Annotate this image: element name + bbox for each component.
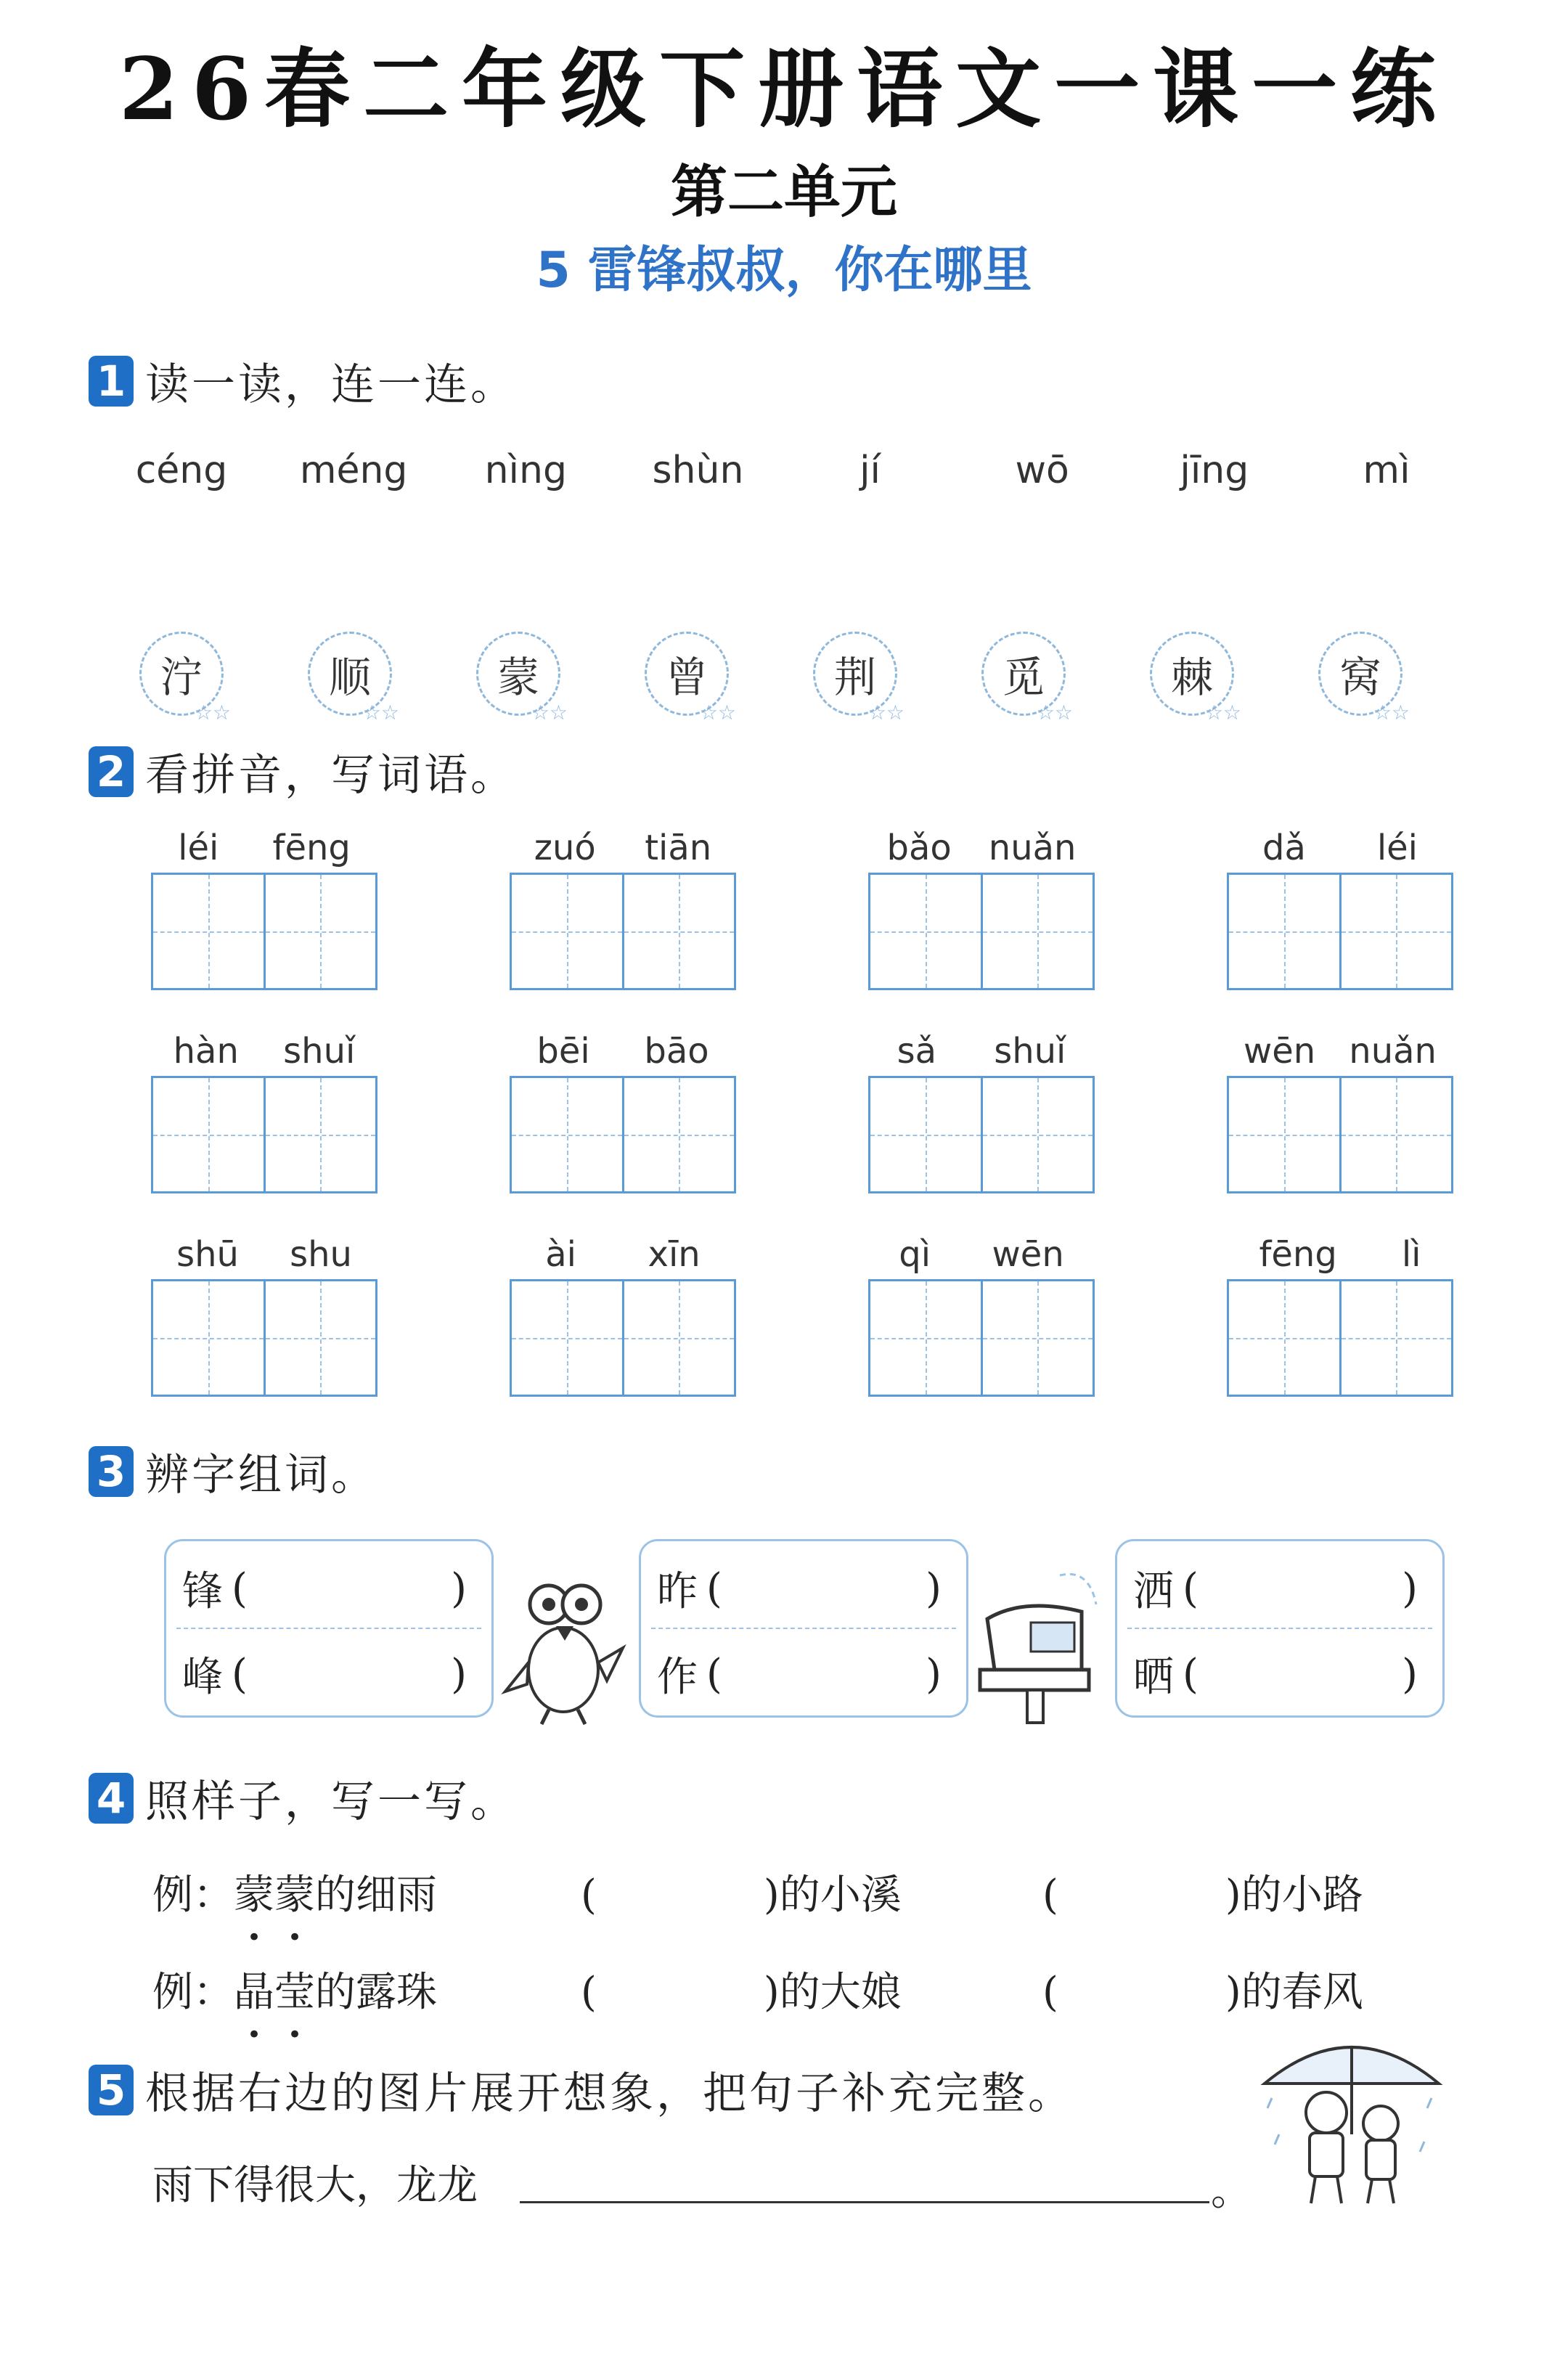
pair-character: 作 [657,1654,698,1701]
character-text: 觅 [981,632,1066,716]
grid-pinyin: sǎ [897,1031,937,1072]
answer-line[interactable] [520,2201,1209,2203]
writing-box[interactable] [622,875,735,988]
pinyin-item: méng [299,449,408,492]
question-5-heading [89,2059,1074,2121]
question-text: 辨字组词。 [145,1450,377,1501]
star-icon: ☆☆ [867,701,905,725]
grid-pinyin: xīn [648,1234,701,1275]
grid-pinyin: bāo [644,1031,709,1072]
emphasis-dot-character: 莹 [274,1969,315,2016]
writing-grid [151,1234,377,1397]
grid-pinyin: zuó [534,828,596,868]
writing-box[interactable] [153,1078,264,1191]
writing-box[interactable] [622,1281,735,1395]
grid-pinyin: léi [1376,828,1418,868]
question-text: 看拼音，写词语。 [145,750,517,801]
grid-pinyin: shuǐ [283,1031,356,1072]
question-4-heading [89,1767,517,1829]
divider [176,1628,481,1629]
question-text: 读一读，连一连。 [145,359,517,410]
grid-pinyin: wēn [1244,1031,1316,1072]
pinyin-item: shùn [652,449,744,492]
writing-grid [1227,828,1453,990]
unit-title: 第二单元 [670,159,897,225]
sentence-prompt: 雨下得很大，龙龙 [152,2162,478,2209]
pair-character: 锋 [182,1568,223,1615]
grid-pinyin: ài [545,1234,577,1275]
word-answer-slot[interactable]: ( ) [232,1564,467,1612]
pair-row [657,1548,950,1628]
grid-pinyin: dǎ [1262,828,1306,868]
star-icon: ☆☆ [1373,701,1410,725]
pair-row [1133,1634,1426,1714]
character-pair-box [164,1539,494,1718]
pinyin-item: nìng [484,449,567,492]
fill-phrase[interactable]: ( )的大娘 [581,1969,902,2016]
emphasis-dot-character: 蒙 [234,1872,274,1919]
example-phrase: 例：晶莹的露珠 [152,1969,437,2016]
fill-phrase[interactable]: ( )的小溪 [581,1872,902,1919]
writing-box[interactable] [264,1281,376,1395]
pinyin-item: jí [859,449,881,492]
question-text: 照样子，写一写。 [145,1776,517,1827]
character-circle[interactable] [1318,632,1410,725]
character-pair-box [639,1539,968,1718]
grid-pinyin: nuǎn [1349,1031,1437,1072]
sentence-end: 。 [1211,2168,1251,2215]
pair-character: 峰 [182,1654,223,1701]
worksheet-title: 26春二年级下册语文一课一练 [118,38,1450,139]
writing-box[interactable] [870,875,981,988]
pinyin-row [109,449,1459,492]
character-text: 荆 [813,632,897,716]
character-circle[interactable] [139,632,231,725]
character-text: 泞 [139,632,224,716]
character-text: 曾 [645,632,729,716]
writing-box[interactable] [512,1078,622,1191]
writing-grid [510,828,736,990]
question-3-heading [89,1440,377,1503]
question-number: 4 [89,1773,134,1824]
fill-phrase[interactable]: ( )的春风 [1042,1969,1363,2016]
writing-grid [1227,1031,1453,1193]
star-icon: ☆☆ [1204,701,1241,725]
writing-box[interactable] [264,1078,376,1191]
writing-box[interactable] [870,1281,981,1395]
character-circle[interactable] [645,632,736,725]
writing-box[interactable] [512,875,622,988]
writing-grid [868,1234,1095,1397]
grid-pinyin: qì [899,1234,931,1275]
writing-grid [510,1234,736,1397]
writing-box[interactable] [1229,1078,1339,1191]
grid-pinyin: fēng [1259,1234,1337,1275]
star-icon: ☆☆ [1036,701,1073,725]
grid-pinyin: shū [176,1234,239,1275]
character-text: 顺 [308,632,392,716]
grid-pinyin: nuǎn [988,828,1077,868]
pair-row [1133,1548,1426,1628]
writing-box[interactable] [981,875,1093,988]
star-icon: ☆☆ [362,701,399,725]
writing-box[interactable] [153,1281,264,1395]
writing-box[interactable] [981,1281,1093,1395]
fill-phrase[interactable]: ( )的小路 [1042,1872,1363,1919]
character-text: 蒙 [476,632,560,716]
grid-pinyin: lì [1401,1234,1421,1275]
pinyin-item: wō [1015,449,1069,492]
character-text: 窝 [1318,632,1402,716]
grid-pinyin: shu [290,1234,352,1275]
pinyin-item: céng [135,449,228,492]
star-icon: ☆☆ [531,701,568,725]
writing-grid [868,1031,1095,1193]
question-number: 3 [89,1446,134,1497]
writing-box[interactable] [153,875,264,988]
writing-box[interactable] [1339,875,1452,988]
word-answer-slot[interactable]: ( ) [232,1650,467,1698]
writing-box[interactable] [622,1078,735,1191]
pair-character: 洒 [1133,1568,1174,1615]
writing-grid [868,828,1095,990]
grid-pinyin: tiān [645,828,712,868]
grid-pinyin: léi [178,828,219,868]
pinyin-item: jīng [1180,449,1249,492]
star-icon: ☆☆ [194,701,231,725]
word-answer-slot[interactable]: ( ) [706,1650,942,1698]
pair-character: 昨 [657,1568,698,1615]
grid-pinyin: hàn [173,1031,239,1072]
question-number: 2 [89,746,134,797]
pair-character: 晒 [1133,1654,1174,1701]
grid-pinyin: fēng [272,828,351,868]
writing-grid [151,1031,377,1193]
writing-box[interactable] [870,1078,981,1191]
pair-row [182,1634,475,1714]
pair-row [182,1548,475,1628]
lesson-title: 5 雷锋叔叔，你在哪里 [536,242,1032,299]
pinyin-item: mì [1363,449,1410,492]
emphasis-dot-character: 蒙 [274,1872,315,1919]
example-phrase: 例：蒙蒙的细雨 [152,1872,437,1919]
character-row [139,632,1410,725]
writing-box[interactable] [1229,1281,1339,1395]
word-answer-slot[interactable]: ( ) [1183,1650,1418,1698]
question-1-heading [89,350,517,412]
question-number: 1 [89,356,134,407]
character-circle[interactable] [1150,632,1241,725]
writing-grid [1227,1234,1453,1397]
word-answer-slot[interactable]: ( ) [1183,1564,1418,1612]
word-answer-slot[interactable]: ( ) [706,1564,942,1612]
writing-box[interactable] [981,1078,1093,1191]
character-circle[interactable] [476,632,568,725]
writing-box[interactable] [1339,1281,1452,1395]
question-text: 根据右边的图片展开想象，把句子补充完整。 [145,2068,1074,2119]
writing-box[interactable] [264,875,376,988]
character-circle[interactable] [308,632,399,725]
writing-box[interactable] [1229,875,1339,988]
character-circle[interactable] [981,632,1073,725]
writing-box[interactable] [512,1281,622,1395]
mailbox-illustration-icon [965,1561,1118,1728]
divider [1127,1628,1432,1629]
bird-illustration-icon [498,1561,629,1728]
character-text: 棘 [1150,632,1234,716]
writing-grid [151,828,377,990]
star-icon: ☆☆ [699,701,736,725]
writing-grid [510,1031,736,1193]
character-circle[interactable] [813,632,905,725]
emphasis-dot-character: 晶 [234,1969,274,2016]
divider [651,1628,956,1629]
grid-pinyin: bǎo [886,828,952,868]
question-2-heading [89,740,517,803]
writing-box[interactable] [1339,1078,1452,1191]
question-number: 5 [89,2065,134,2115]
children-umbrella-illustration-icon [1250,2025,1453,2214]
pair-row [657,1634,950,1714]
character-pair-box [1115,1539,1445,1718]
grid-pinyin: shuǐ [994,1031,1066,1072]
grid-pinyin: bēi [536,1031,590,1072]
grid-pinyin: wēn [992,1234,1064,1275]
